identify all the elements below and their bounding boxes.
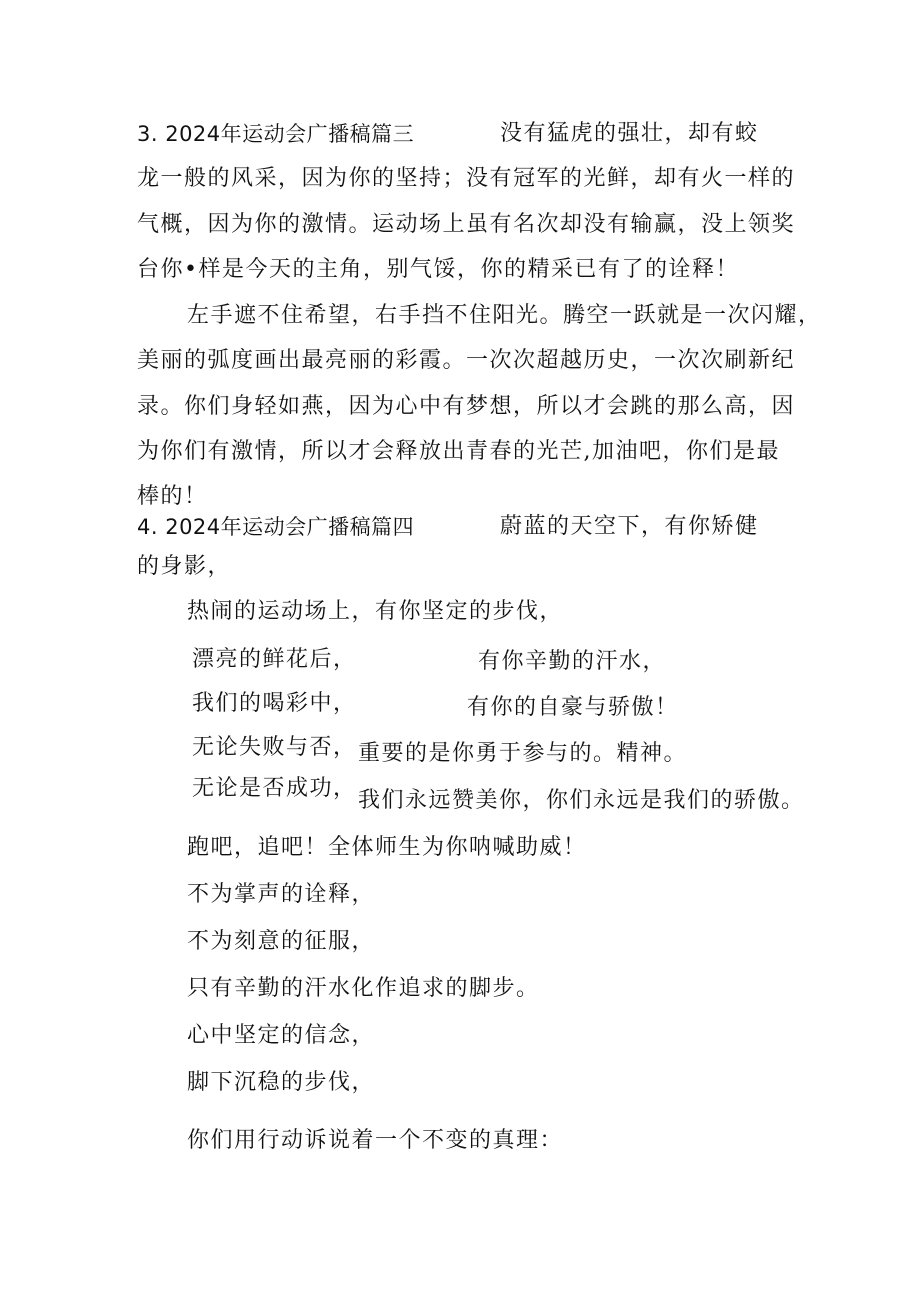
poem-line: 不为掌声的诠释， [187, 882, 376, 907]
poem-pair-left: 我们的喝彩中， [192, 691, 357, 716]
poem-pair-right: 我们永远赞美你，你们永远是我们的骄傲。 [358, 788, 805, 813]
paragraph-line: 台你•样是今天的主角，别气馁，你的精采已有了的诠释！ [137, 257, 739, 282]
section-4-lead: 蔚蓝的天空下，有你矫健 [500, 514, 759, 539]
paragraph-line: 龙一般的风采，因为你的坚持；没有冠军的光鲜，却有火一样的 [137, 166, 796, 191]
poem-pair-left: 无论失败与否， [192, 735, 357, 760]
poem-pair-right: 重要的是你勇于参与的。精神。 [358, 741, 688, 766]
section-4-lead-continued: 的身影， [137, 554, 232, 579]
paragraph-line: 左手遮不住希望，右手挡不住阳光。腾空一跃就是一次闪耀， [187, 303, 822, 328]
poem-line: 不为刻意的征服， [187, 929, 376, 954]
section-3-heading: 3. 2024年运动会广播稿篇三 [137, 122, 415, 146]
paragraph-line: 为你们有激情，所以才会释放出青春的光芒,加油吧，你们是最 [137, 439, 780, 464]
poem-line: 热闹的运动场上，有你坚定的步伐， [187, 599, 564, 624]
poem-pair-right: 有你的自豪与骄傲！ [467, 695, 679, 720]
poem-line: 只有辛勤的汗水化作追求的脚步。 [187, 976, 540, 1001]
paragraph-line: 美丽的弧度画出最亮丽的彩霞。一次次超越历史，一次次刷新纪 [137, 348, 796, 373]
poem-pair-left: 漂亮的鲜花后， [192, 647, 357, 672]
paragraph-line: 气概，因为你的激情。运动场上虽有名次却没有输赢，没上领奖 [137, 212, 796, 237]
poem-line: 跑吧，追吧！全体师生为你呐喊助威！ [187, 835, 587, 860]
section-3-lead: 没有猛虎的强壮，却有蛟 [500, 121, 759, 146]
paragraph-line: 棒的！ [137, 484, 208, 509]
poem-line: 脚下沉稳的步伐， [187, 1070, 376, 1095]
poem-pair-left: 无论是否成功， [192, 776, 357, 801]
poem-pair-right: 有你辛勤的汗水， [478, 649, 667, 674]
section-4-heading: 4. 2024年运动会广播稿篇四 [137, 515, 415, 539]
poem-line: 心中坚定的信念， [187, 1023, 376, 1048]
paragraph-line: 录。你们身轻如燕，因为心中有梦想，所以才会跳的那么高，因 [137, 394, 796, 419]
poem-line: 你们用行动诉说着一个不变的真理： [187, 1128, 564, 1153]
